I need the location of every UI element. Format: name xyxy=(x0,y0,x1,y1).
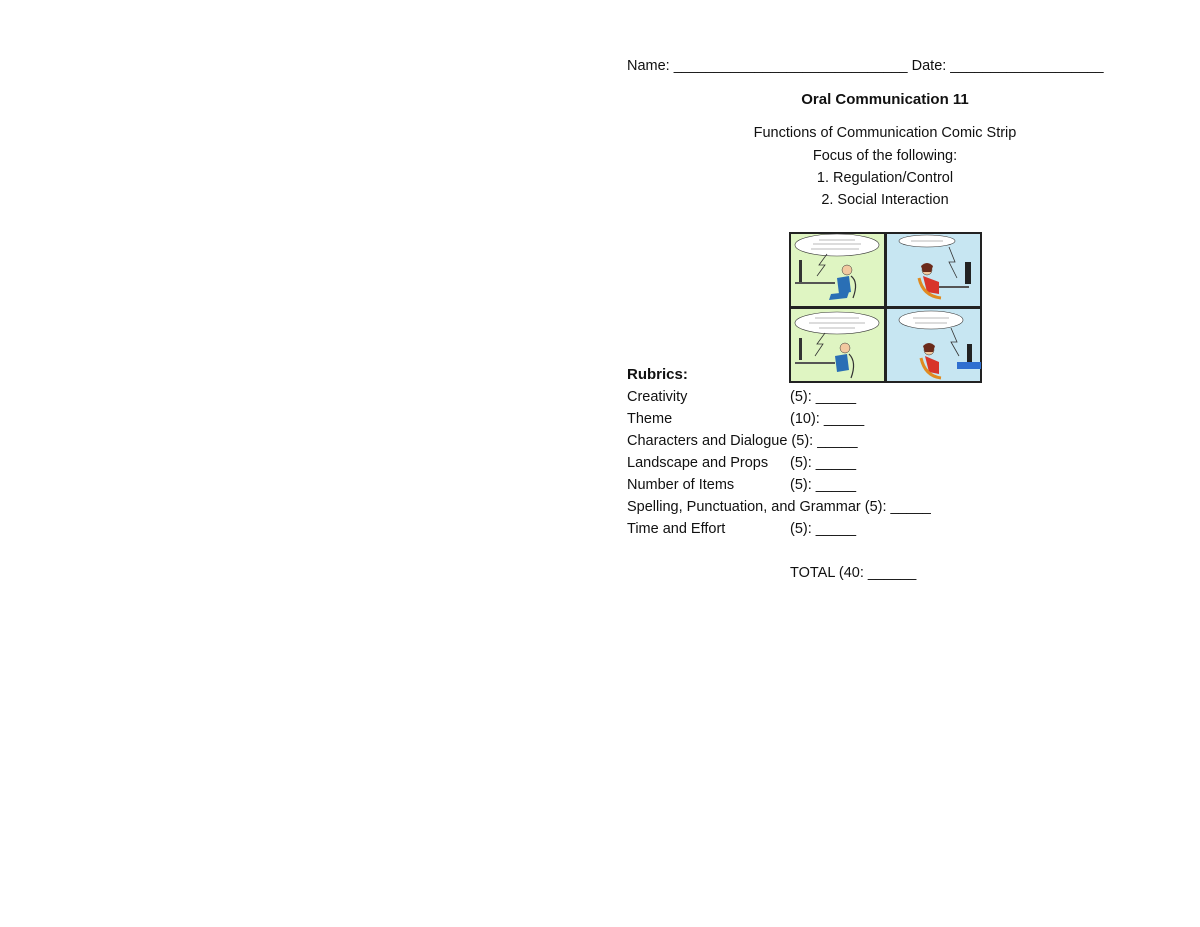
focus-item-2: 2. Social Interaction xyxy=(821,192,949,208)
page-title: Oral Communication 11 xyxy=(801,91,969,108)
rubric-label-spelling: Spelling, Punctuation, and Grammar (5): _____ xyxy=(627,499,931,515)
focus-heading: Focus of the following: xyxy=(812,148,958,164)
rubric-score-creativity: (5): _____ xyxy=(790,389,857,405)
speech-bubble xyxy=(899,311,963,329)
focus-item-1: 1. Regulation/Control xyxy=(816,170,954,186)
comic-strip-image xyxy=(789,232,982,383)
name-date-line: Name: _____________________________ Date: ___________________ xyxy=(627,58,1104,74)
rubric-score-items: (5): _____ xyxy=(790,477,857,493)
rubric-label-time: Time and Effort xyxy=(627,521,726,537)
rubric-label-landscape: Landscape and Props xyxy=(627,455,769,471)
rubric-label-theme: Theme xyxy=(627,411,673,427)
rubric-score-time: (5): _____ xyxy=(790,521,857,537)
rubric-score-theme: (10): _____ xyxy=(790,411,865,427)
speech-bubble xyxy=(795,234,879,256)
rubric-score-landscape: (5): _____ xyxy=(790,455,857,471)
rubric-total: TOTAL (40: ______ xyxy=(790,565,917,581)
rubric-label-characters: Characters and Dialogue (5): _____ xyxy=(627,433,858,449)
subtitle: Functions of Communication Comic Strip xyxy=(753,125,1017,141)
rubrics-heading: Rubrics: xyxy=(627,366,688,383)
rubric-label-creativity: Creativity xyxy=(627,389,688,405)
rubric-label-items: Number of Items xyxy=(627,477,735,493)
